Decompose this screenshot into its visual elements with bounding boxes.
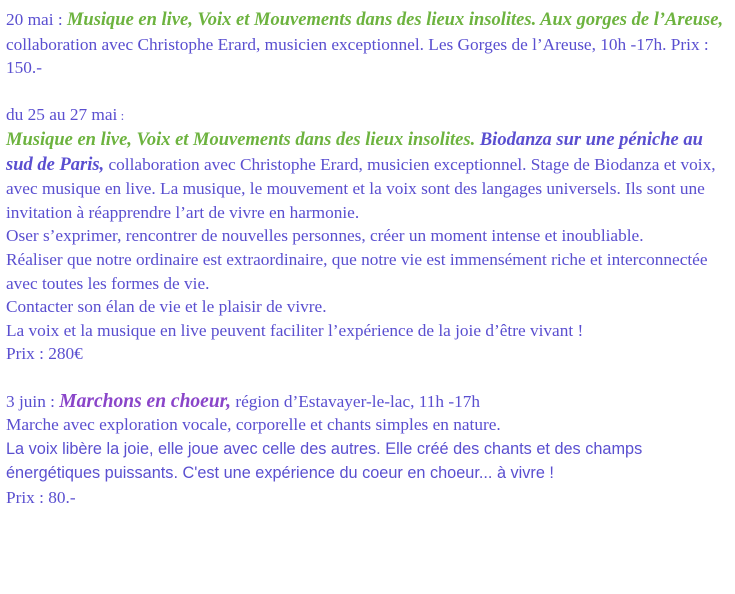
event-20-mai xyxy=(6,8,731,80)
event-text-line: Marche avec exploration vocale, corporelle et chants simples en nature. xyxy=(6,415,501,435)
event-title: Musique en live, Voix et Mouvements dans des lieux insolites xyxy=(6,129,471,150)
event-text-line: Contacter son élan de vie et le plaisir de vivre. xyxy=(6,297,327,317)
event-25-27-mai xyxy=(6,103,731,366)
event-text-line: La voix et la musique en live peuvent faciliter l’expérience de la joie d’être vivant ! xyxy=(6,320,584,340)
events-document xyxy=(6,8,731,509)
event-description: collaboration avec Christophe Erard, musicien exceptionnel. Les Gorges de l’Areuse, 10h -17h. Prix : 150.- xyxy=(6,34,709,78)
event-subtitle: Aux gorges de l’Areuse, xyxy=(540,10,724,30)
event-3-juin xyxy=(6,390,731,510)
event-title: Marchons en choeur, xyxy=(59,390,232,412)
event-subtitle: Biodanza sur une péniche au sud de Paris, xyxy=(6,129,703,175)
event-date: du 25 au 27 mai xyxy=(6,105,118,125)
title-separator: . xyxy=(531,10,541,30)
spacer xyxy=(6,366,731,390)
event-text-line-sans: La voix libère la joie, elle joue avec celle des autres. Elle créé des chants et des champs énergétiques puissants. C'est une expérience du coeur en choeur... à vivre ! xyxy=(6,439,643,483)
spacer xyxy=(6,80,731,104)
event-description: collaboration avec Christophe Erard, musicien exceptionnel. Stage de Biodanza et voix, avec musique en live. La musique, le mouvement et la voix sont des langages universels. Ils sont une invitation à réapprendre l’art de vivre en harmonie. xyxy=(6,154,716,222)
event-date: 3 juin : xyxy=(6,391,60,411)
event-date: 20 mai : xyxy=(6,10,67,29)
event-text-line: Réaliser que notre ordinaire est extraordinaire, que notre vie est immensément riche et interconnectée avec toutes les formes de vie. xyxy=(6,249,708,293)
event-date-colon: : xyxy=(117,108,125,124)
event-description: région d’Estavayer-le-lac, 11h -17h xyxy=(231,391,481,411)
event-price: Prix : 80.- xyxy=(6,487,76,507)
event-text-line: Oser s’exprimer, rencontrer de nouvelles personnes, créer un moment intense et inoubliable. xyxy=(6,226,644,246)
event-price: Prix : 280€ xyxy=(6,344,83,364)
event-title: Musique en live, Voix et Mouvements dans des lieux insolites xyxy=(66,10,532,30)
title-separator: . xyxy=(470,129,480,150)
